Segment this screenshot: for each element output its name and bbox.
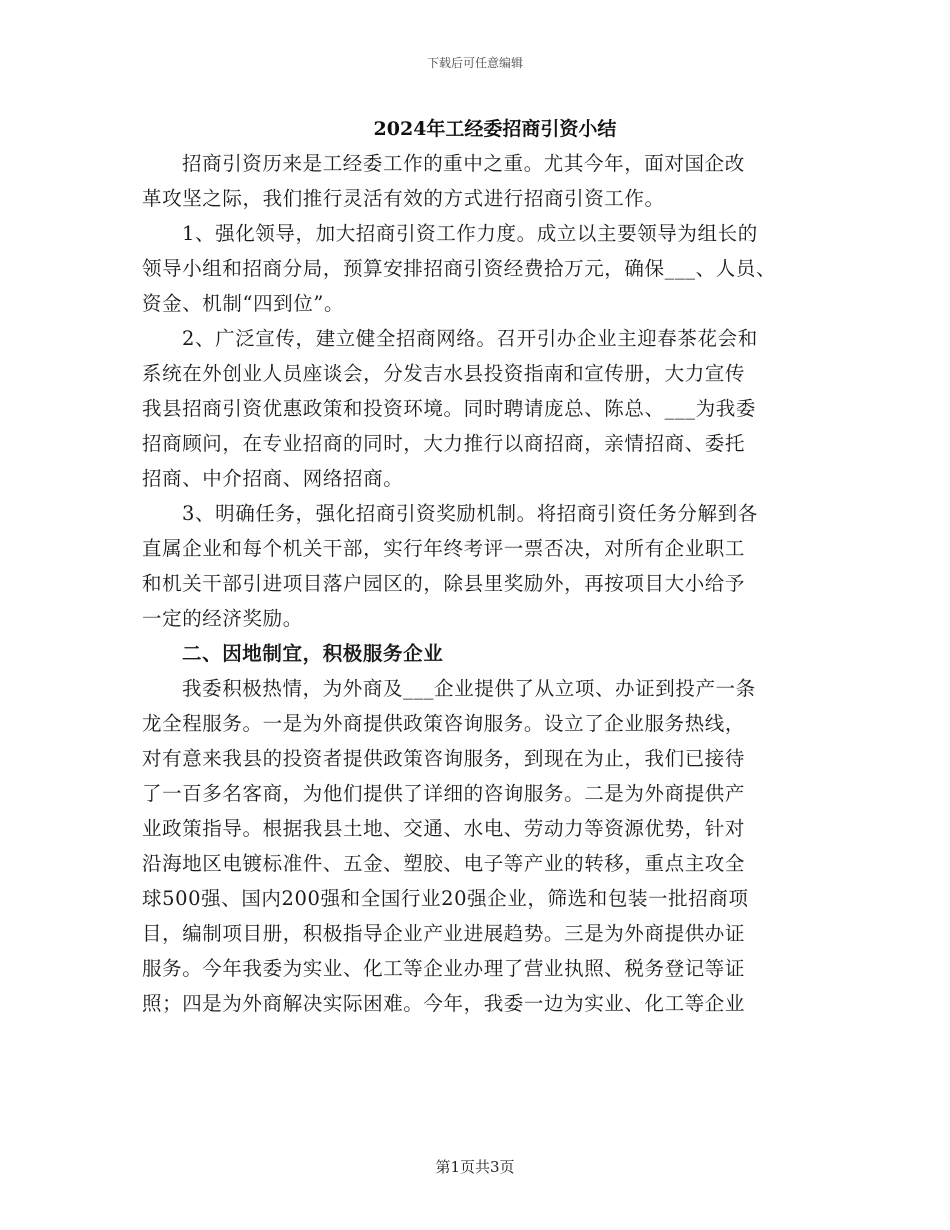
document-body [142,146,832,1021]
paragraph-line: 对有意来我县的投资者提供政策咨询服务，到现在为止，我们已接待 [142,747,746,770]
paragraph-line: 招商引资历来是工经委工作的重中之重。尤其今年，面对国企改 [182,152,745,175]
paragraph-line: 1、强化领导，加大招商引资工作力度。成立以主要领导为组长的 [182,222,758,245]
paragraph-line: 一定的经济奖励。 [142,607,303,630]
paragraph-line: 服务。今年我委为实业、化工等企业办理了营业执照、税务登记等证 [142,957,746,980]
paragraph-line: 招商、中介招商、网络招商。 [142,467,404,490]
paragraph-line: 直属企业和每个机关干部，实行年终考评一票否决，对所有企业职工 [142,537,746,560]
paragraph-line: 领导小组和招商分局，预算安排招商引资经费拾万元，确保___、人员、 [142,257,777,280]
paragraph-line: 和机关干部引进项目落户园区的，除县里奖励外，再按项目大小给予 [142,572,746,595]
paragraph-line: 3、明确任务，强化招商引资奖励机制。将招商引资任务分解到各 [182,502,758,525]
paragraph-line: 沿海地区电镀标准件、五金、塑胶、电子等产业的转移，重点主攻全 [142,852,746,875]
document-title: 2024年工经委招商引资小结 [373,118,617,140]
paragraph-line: 了一百多名客商，为他们提供了详细的咨询服务。二是为外商提供产 [142,782,746,805]
paragraph-line: 资金、机制“四到位”。 [142,292,345,315]
paragraph-line: 龙全程服务。一是为外商提供政策咨询服务。设立了企业服务热线， [142,712,746,735]
paragraph-line: 招商顾问，在专业招商的同时，大力推行以商招商，亲情招商、委托 [142,432,746,455]
paragraph-line: 球500强、国内200强和全国行业20强企业，筛选和包装一批招商项 [142,887,749,910]
paragraph-line: 2、广泛宣传，建立健全招商网络。召开引办企业主迎春茶花会和 [182,327,758,350]
paragraph-line: 业政策指导。根据我县土地、交通、水电、劳动力等资源优势，针对 [142,817,746,840]
section-heading: 二、因地制宜，积极服务企业 [182,642,444,665]
page-number-footer: 第1页共3页 [435,1158,515,1176]
paragraph-line: 我委积极热情，为外商及___企业提供了从立项、办证到投产一条 [182,677,756,700]
header-note: 下载后可任意编辑 [426,56,523,70]
paragraph-line: 系统在外创业人员座谈会，分发吉水县投资指南和宣传册，大力宣传 [142,362,746,385]
paragraph-line: 照；四是为外商解决实际困难。今年，我委一边为实业、化工等企业 [142,992,746,1015]
paragraph-line: 目，编制项目册，积极指导企业产业进展趋势。三是为外商提供办证 [142,922,746,945]
paragraph-line: 我县招商引资优惠政策和投资环境。同时聘请庞总、陈总、___为我委 [142,397,756,420]
paragraph-line: 革攻坚之际，我们推行灵活有效的方式进行招商引资工作。 [142,187,665,210]
